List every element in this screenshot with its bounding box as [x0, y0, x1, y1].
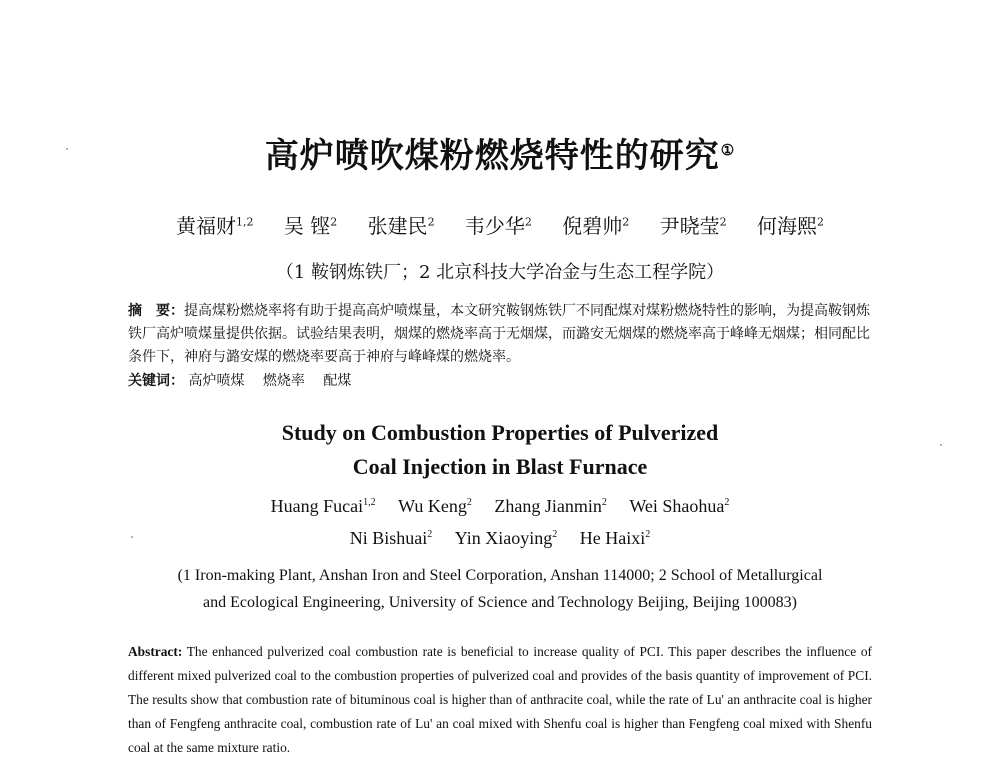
chinese-abstract-label: 摘 要：: [128, 303, 184, 319]
english-abstract: [128, 640, 872, 760]
author: Zhang Jianmin$^2$: [494, 496, 607, 516]
keyword: 配煤: [323, 373, 352, 389]
author: 韦少华$^2$: [464, 214, 532, 238]
chinese-keywords: [128, 370, 365, 390]
english-affiliation-line-2: and Ecological Engineering, University of Science and Technology Beijing, Beijing 100083): [203, 594, 797, 611]
keyword: 燃烧率: [262, 373, 305, 389]
english-affiliation-line-1: (1 Iron-making Plant, Anshan Iron and Steel Corporation, Anshan 114000; 2 School of Metallurgical: [177, 567, 823, 584]
chinese-abstract: [128, 300, 878, 369]
author: 倪碧帅$^2$: [562, 214, 630, 238]
english-title-line-2: Coal Injection in Blast Furnace: [352, 454, 648, 479]
chinese-authors: [0, 210, 1000, 239]
keywords-label: 关键词：: [128, 373, 184, 389]
author: Ni Bishuai$^2$: [349, 528, 433, 548]
author: Wu Keng$^2$: [398, 496, 472, 516]
english-abstract-label: Abstract:: [128, 644, 183, 659]
author: 吴 铿$^2$: [283, 214, 338, 238]
author: Wei Shaohua$^2$: [629, 496, 730, 516]
author: He Haixi$^2$: [579, 528, 651, 548]
english-authors-line-2: [0, 528, 1000, 549]
author: 尹晓莹$^2$: [659, 214, 727, 238]
author: 黄福财$^{1,2}$: [175, 214, 254, 238]
english-abstract-text: The enhanced pulverized coal combustion rate is beneficial to increase quality of PCI. This paper describes the influence of different mixed pulverized coal to the combustion properties of pulverized coal and provides of the basis quantity of improvement of PCI. The results show that combustion rate of bituminous coal is higher than of anthracite coal, while the rate of Lu' an anthracite coal is higher than of Fengfeng anthracite coal, combustion rate of Lu' an coal mixed with Shenfu coal is higher than Fengfeng coal mixed with Shenfu coal at the same mixture ratio.: [128, 644, 872, 755]
keyword: 高炉喷煤: [188, 373, 245, 389]
author: 何海熙$^2$: [757, 214, 824, 238]
chinese-title-text: 高炉喷吹煤粉燃烧特性的研究: [264, 136, 720, 176]
title-footnote-mark: ①: [720, 140, 736, 159]
author: Yin Xiaoying$^2$: [454, 528, 558, 548]
chinese-abstract-text: 提高煤粉燃烧率将有助于提高高炉喷煤量，本文研究鞍钢炼铁厂不同配煤对煤粉燃烧特性的影响，为提高鞍钢炼铁厂高炉喷煤量提供依据。试验结果表明，烟煤的燃烧率高于无烟煤，而潞安无烟煤的燃烧率高于峰峰无烟煤；相同配比条件下，神府与潞安煤的燃烧率要高于神府与峰峰煤的燃烧率。: [128, 303, 870, 365]
chinese-title: [0, 128, 1000, 177]
english-title-line-1: Study on Combustion Properties of Pulverized: [281, 420, 719, 445]
english-authors-line-1: [0, 496, 1000, 517]
author: 张建民$^2$: [367, 214, 435, 238]
chinese-affiliation: （1 鞍钢炼铁厂；2 北京科技大学冶金与生态工程学院）: [275, 262, 725, 283]
author: Huang Fucai$^{1,2}$: [270, 496, 376, 516]
